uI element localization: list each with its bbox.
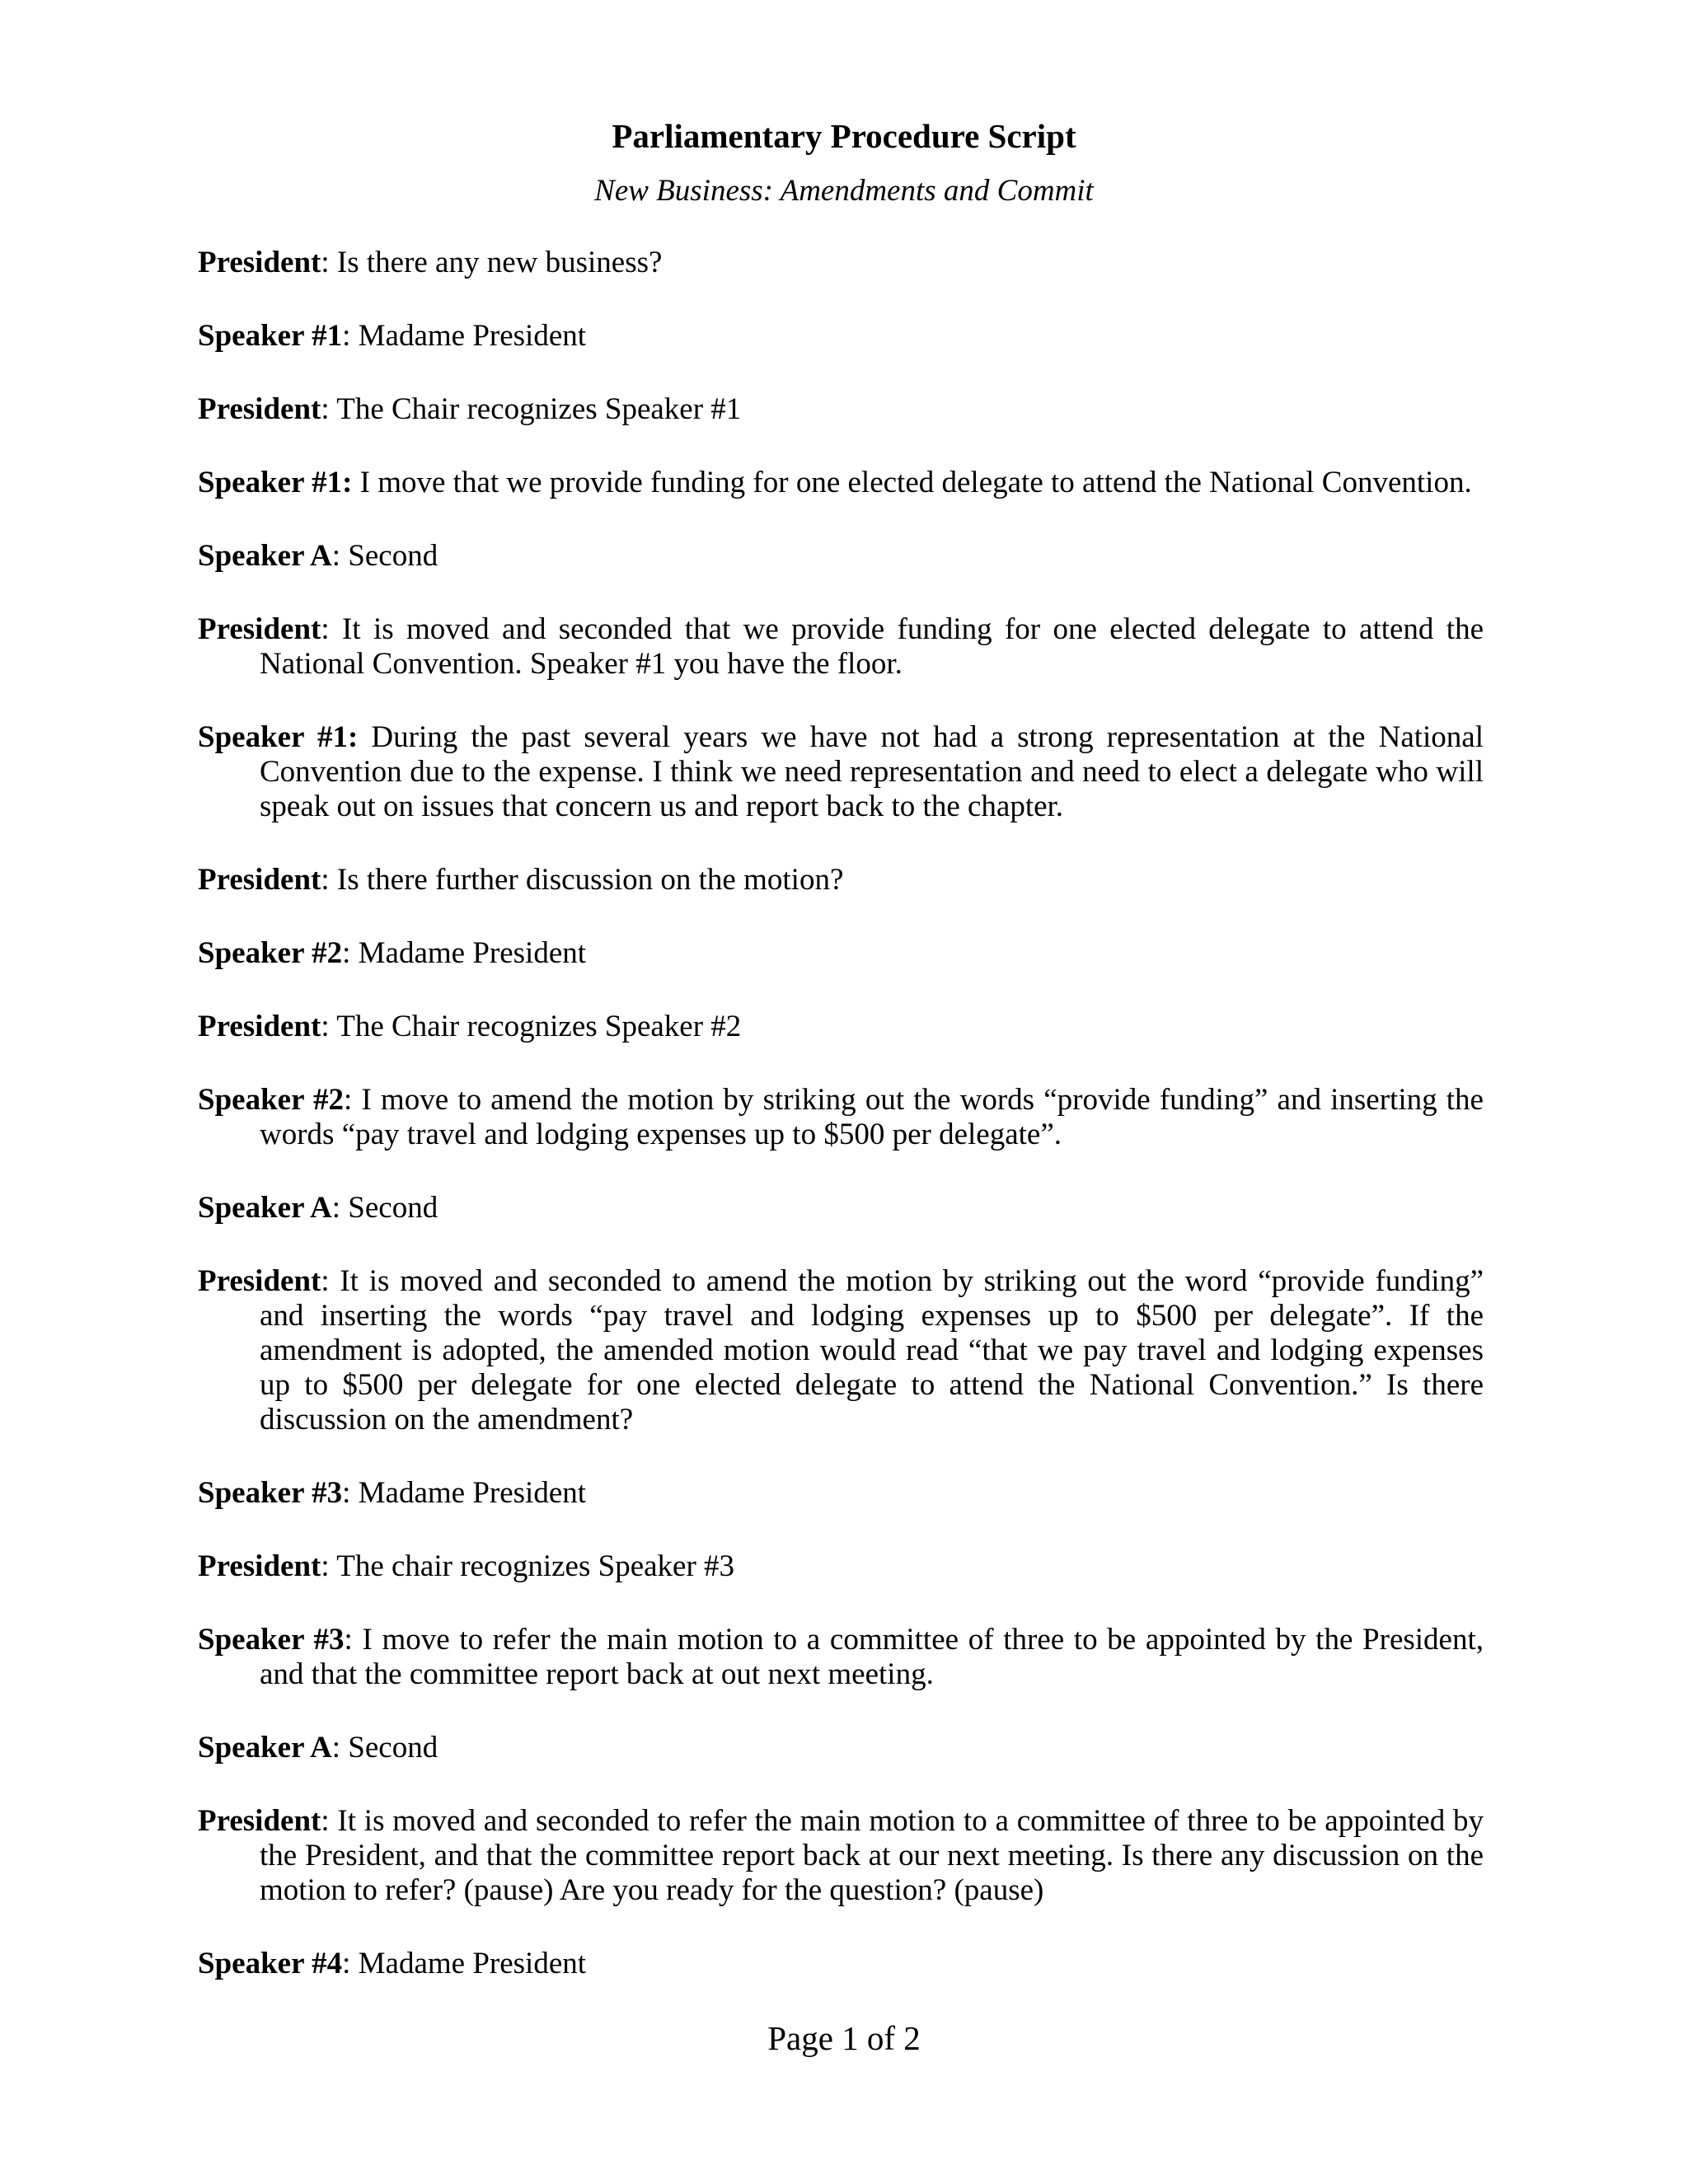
dialogue-text: The Chair recognizes Speaker #1	[329, 392, 742, 426]
dialogue-text: The chair recognizes Speaker #3	[329, 1549, 735, 1583]
dialogue-entry	[198, 1731, 1484, 1765]
speaker-name: Speaker #4	[198, 1947, 343, 1980]
dialogue-entry	[198, 392, 1484, 427]
speaker-separator: :	[321, 392, 330, 426]
speaker-separator: :	[342, 1476, 351, 1510]
dialogue-entry	[198, 1623, 1484, 1692]
dialogue-entry	[198, 1010, 1484, 1044]
dialogue-entry	[198, 936, 1484, 971]
speaker-separator: :	[331, 1191, 341, 1225]
dialogue-entry	[198, 720, 1484, 824]
speaker-name: Speaker #2	[198, 936, 343, 970]
speaker-separator: :	[342, 319, 351, 353]
speaker-name: Speaker #1	[198, 319, 343, 353]
speaker-separator: :	[321, 1010, 330, 1043]
dialogue-entry	[198, 539, 1484, 574]
dialogue-text: The Chair recognizes Speaker #2	[329, 1010, 742, 1043]
dialogue-text: I move to refer the main motion to a committee of three to be appointed by the President, and that the committee report back at out next meeting.	[260, 1623, 1484, 1691]
script-body	[198, 246, 1484, 2020]
speaker-separator: :	[331, 539, 341, 573]
speaker-separator: :	[321, 612, 330, 646]
dialogue-text: I move that we provide funding for one elected delegate to attend the National Convention.	[352, 466, 1472, 499]
dialogue-entry	[198, 319, 1484, 354]
speaker-separator: :	[321, 1264, 330, 1298]
dialogue-text: Second	[340, 1731, 438, 1765]
dialogue-text: Madame President	[350, 1476, 587, 1510]
dialogue-entry	[198, 1083, 1484, 1152]
speaker-separator: :	[344, 1623, 353, 1657]
dialogue-text: Madame President	[350, 936, 587, 970]
speaker-separator: :	[342, 936, 351, 970]
speaker-name: Speaker #1:	[198, 720, 359, 754]
speaker-name: President	[198, 1549, 321, 1583]
speaker-separator: :	[342, 1947, 351, 1980]
speaker-name: President	[198, 392, 321, 426]
speaker-name: President	[198, 1264, 321, 1298]
dialogue-entry	[198, 466, 1484, 500]
document-subtitle: New Business: Amendments and Commit	[594, 174, 1094, 208]
speaker-separator: :	[344, 1083, 353, 1117]
speaker-name: President	[198, 863, 321, 897]
dialogue-entry	[198, 612, 1484, 682]
speaker-name: Speaker #1:	[198, 466, 353, 499]
dialogue-text: I move to amend the motion by striking out the words “provide funding” and inserting the words “pay travel and lodging expenses up to $500 per delegate”.	[260, 1083, 1484, 1151]
speaker-separator: :	[331, 1731, 341, 1765]
dialogue-entry	[198, 246, 1484, 280]
speaker-name: Speaker #3	[198, 1623, 345, 1657]
dialogue-entry	[198, 1947, 1484, 1981]
speaker-separator: :	[321, 1804, 330, 1838]
dialogue-text: It is moved and seconded that we provide funding for one elected delegate to attend the National Convention. Speaker #1 you have the floor.	[260, 612, 1484, 681]
document-title: Parliamentary Procedure Script	[612, 117, 1076, 155]
dialogue-text: It is moved and seconded to amend the motion by striking out the word “provide funding” and inserting the words “pay travel and lodging expenses up to $500 per delegate”. If the amendment is adopted, the amended motion would read “that we pay travel and lodging expenses up to $500 per delegate for one elected delegate to attend the National Convention.” Is there discussion on the amendment?	[260, 1264, 1484, 1436]
dialogue-text: Madame President	[350, 319, 587, 353]
dialogue-text: Is there any new business?	[329, 246, 663, 279]
dialogue-text: Second	[340, 1191, 438, 1225]
dialogue-entry	[198, 1549, 1484, 1584]
dialogue-text: Second	[340, 539, 438, 573]
speaker-name: Speaker #3	[198, 1476, 343, 1510]
speaker-name: Speaker A	[198, 539, 332, 573]
speaker-separator: :	[321, 1549, 330, 1583]
speaker-name: President	[198, 1010, 321, 1043]
speaker-name: President	[198, 246, 321, 279]
speaker-separator: :	[321, 863, 330, 897]
speaker-name: Speaker #2	[198, 1083, 344, 1117]
speaker-name: Speaker A	[198, 1191, 332, 1225]
speaker-name: President	[198, 1804, 321, 1838]
dialogue-text: Is there further discussion on the motion?	[329, 863, 844, 897]
dialogue-text: During the past several years we have not had a strong representation at the National Convention due to the expense. I think we need representation and need to elect a delegate who will speak out on issues that concern us and report back to the chapter.	[260, 720, 1484, 823]
dialogue-entry	[198, 1264, 1484, 1437]
dialogue-entry	[198, 863, 1484, 898]
dialogue-text: It is moved and seconded to refer the main motion to a committee of three to be appointed by the President, and that the committee report back at our next meeting. Is there any discussion on the motion to refer? (pause) Are you ready for the question? (pause)	[260, 1804, 1484, 1907]
page-number: Page 1 of 2	[767, 2019, 921, 2057]
dialogue-entry	[198, 1191, 1484, 1226]
dialogue-text: Madame President	[350, 1947, 587, 1980]
speaker-name: President	[198, 612, 321, 646]
dialogue-entry	[198, 1804, 1484, 1908]
speaker-separator: :	[321, 246, 330, 279]
dialogue-entry	[198, 1476, 1484, 1511]
speaker-name: Speaker A	[198, 1731, 332, 1765]
